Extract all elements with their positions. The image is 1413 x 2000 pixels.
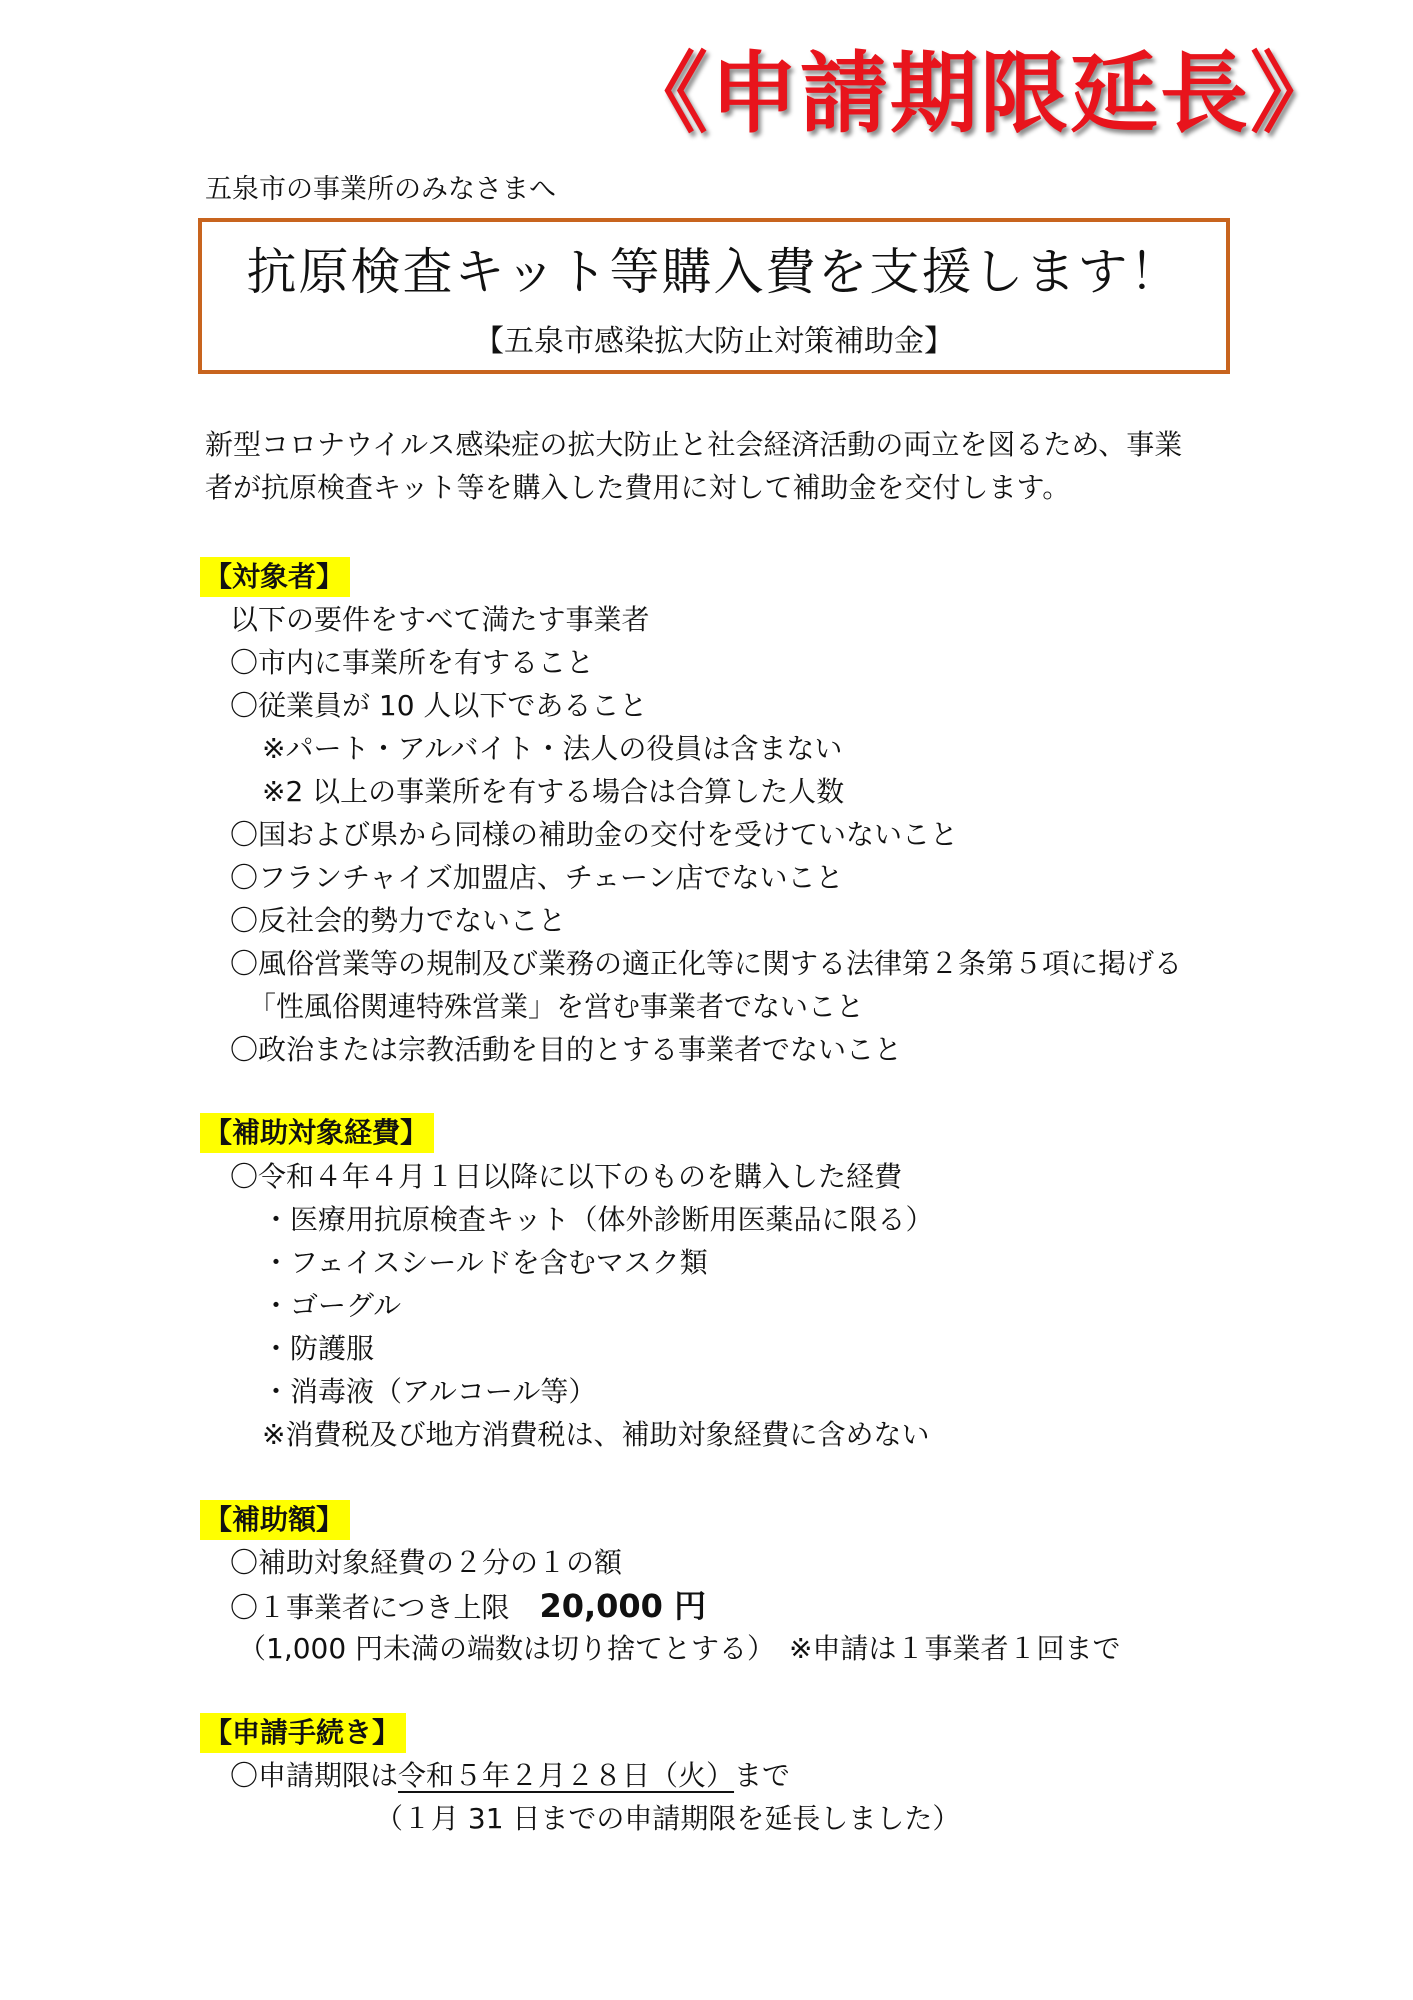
eligibility-item: 〇国および県から同様の補助金の交付を受けていないこと — [230, 818, 959, 851]
eligibility-item: 〇反社会的勢力でないこと — [230, 904, 567, 937]
amount-cap-label: 〇１事業者につき上限 — [230, 1591, 510, 1624]
amount-cap — [230, 1586, 706, 1628]
title-box — [198, 218, 1230, 374]
expenses-note: ※消費税及び地方消費税は、補助対象経費に含めない — [262, 1418, 930, 1451]
subsidy-name: 【五泉市感染拡大防止対策補助金】 — [474, 324, 954, 359]
main-title: 抗原検査キット等購入費を支援します！ — [246, 243, 1182, 301]
deadline-suffix: まで — [734, 1759, 791, 1792]
intro-line-1: 新型コロナウイルス感染症の拡大防止と社会経済活動の両立を図るため、事業 — [205, 428, 1183, 461]
eligibility-note: ※パート・アルバイト・法人の役員は含まない — [262, 732, 843, 765]
expenses-lead: 〇令和４年４月１日以降に以下のものを購入した経費 — [230, 1160, 903, 1193]
procedure-heading: 【申請手続き】 — [200, 1713, 406, 1753]
amount-notes: （1,000 円未満の端数は切り捨てとする） ※申請は１事業者１回まで — [238, 1632, 1121, 1665]
eligibility-item: 〇市内に事業所を有すること — [230, 646, 595, 679]
expense-item: ・ゴーグル — [262, 1289, 402, 1322]
amount-rate: 〇補助対象経費の２分の１の額 — [230, 1546, 623, 1579]
expenses-heading: 【補助対象経費】 — [200, 1113, 434, 1153]
extension-banner: 《申請期限延長》 — [620, 42, 1341, 145]
deadline-extension-note: （１月 31 日までの申請期限を延長しました） — [375, 1802, 961, 1835]
amount-heading: 【補助額】 — [200, 1500, 350, 1540]
application-deadline — [230, 1756, 790, 1796]
eligibility-item: 〇フランチャイズ加盟店、チェーン店でないこと — [230, 861, 844, 894]
eligibility-item-continued: 「性風俗関連特殊営業」を営む事業者でないこと — [248, 990, 865, 1023]
eligibility-lead: 以下の要件をすべて満たす事業者 — [230, 603, 650, 636]
intro-line-2: 者が抗原検査キット等を購入した費用に対して補助金を交付します。 — [205, 471, 1071, 504]
eligibility-item: 〇政治または宗教活動を目的とする事業者でないこと — [230, 1033, 903, 1066]
amount-cap-value: 20,000 円 — [539, 1587, 707, 1625]
deadline-date: 令和５年２月２８日（火） — [398, 1759, 735, 1792]
eligibility-item: 〇風俗営業等の規制及び業務の適正化等に関する法律第２条第５項に掲げる — [230, 947, 1183, 980]
deadline-label: 〇申請期限は — [230, 1759, 399, 1792]
expense-item: ・防護服 — [262, 1332, 375, 1365]
eligibility-item: 〇従業員が 10 人以下であること — [230, 689, 648, 722]
eligibility-note: ※2 以上の事業所を有する場合は合算した人数 — [262, 775, 845, 808]
greeting: 五泉市の事業所のみなさまへ — [205, 174, 556, 205]
eligibility-heading: 【対象者】 — [200, 557, 350, 597]
expense-item: ・消毒液（アルコール等） — [262, 1375, 597, 1408]
expense-item: ・医療用抗原検査キット（体外診断用医薬品に限る） — [262, 1203, 934, 1236]
expense-item: ・フェイスシールドを含むマスク類 — [262, 1246, 708, 1279]
